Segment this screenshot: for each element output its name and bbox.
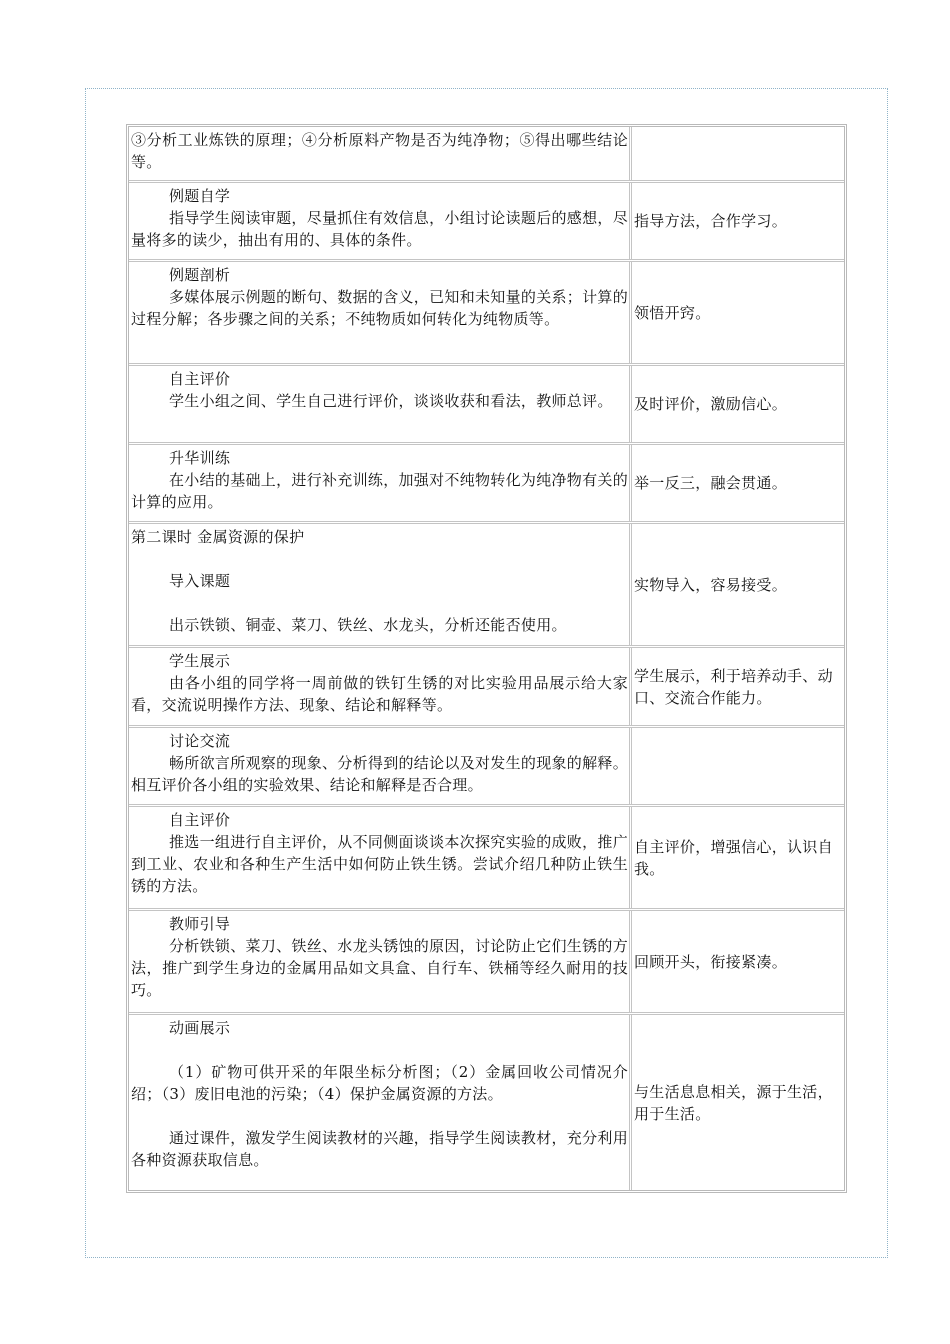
intent-cell <box>632 183 844 259</box>
activity-cell <box>129 183 632 259</box>
intent-cell <box>632 807 844 908</box>
activity-text: 分析铁锁、菜刀、铁丝、水龙头锈蚀的原因，讨论防止它们生锈的方法，推广到学生身边的金属用品如文具盒、自行车、铁桶等经久耐用的技巧。 <box>131 937 629 999</box>
activity-text: 学生小组之间、学生自己进行评价，谈谈收获和看法，教师总评。 <box>169 392 613 410</box>
activity-cell <box>129 127 632 180</box>
intent-cell <box>632 445 844 521</box>
intent-cell <box>632 366 844 442</box>
activity-cell <box>129 445 632 521</box>
step-heading: 升华训练 <box>169 449 231 467</box>
step-heading: 自主评价 <box>169 370 231 388</box>
intent-text: 实物导入，容易接受。 <box>634 575 788 594</box>
step-heading: 讨论交流 <box>169 732 231 750</box>
activity-text: 多媒体展示例题的断句、数据的含义，已知和未知量的关系；计算的过程分解；各步骤之间的关系；不纯物质如何转化为纯物质等。 <box>131 288 629 328</box>
activity-cell <box>129 524 632 645</box>
intent-text: 领悟开窍。 <box>634 303 711 322</box>
table-row <box>129 366 844 445</box>
activity-cell <box>129 366 632 442</box>
activity-cell <box>129 911 632 1012</box>
table-row <box>129 648 844 728</box>
activity-text: 通过课件，激发学生阅读教材的兴趣，指导学生阅读教材，充分利用各种资源获取信息。 <box>131 1129 629 1169</box>
intent-text: 及时评价，激励信心。 <box>634 395 788 413</box>
table-row <box>129 1015 844 1190</box>
table-row <box>129 728 844 807</box>
table-row <box>129 445 844 524</box>
activity-cell <box>129 262 632 363</box>
lesson-table <box>126 124 847 1193</box>
intent-cell <box>632 524 844 645</box>
intent-text: 回顾开头，衔接紧凑。 <box>634 952 788 971</box>
activity-text: （1）矿物可供开采的年限坐标分析图；（2）金属回收公司情况介绍；（3）废旧电池的污染；（4）保护金属资源的方法。 <box>131 1063 628 1103</box>
activity-cell <box>129 648 632 725</box>
intent-cell <box>632 127 844 180</box>
activity-text: 在小结的基础上，进行补充训练，加强对不纯物转化为纯净物有关的计算的应用。 <box>131 471 629 511</box>
activity-text: 推选一组进行自主评价，从不同侧面谈谈本次探究实验的成败，推广到工业、农业和各种生产生活中如何防止铁生锈。尝试介绍几种防止铁生锈的方法。 <box>131 833 629 895</box>
table-row <box>129 807 844 911</box>
activity-text: 出示铁锁、铜壶、菜刀、铁丝、水龙头，分析还能否使用。 <box>169 616 567 634</box>
lesson-title: 第二课时 金属资源的保护 <box>131 528 305 546</box>
intent-cell <box>632 728 844 804</box>
activity-cell <box>129 807 632 908</box>
step-heading: 例题剖析 <box>169 266 231 284</box>
activity-cell <box>129 1015 632 1190</box>
activity-text: ③分析工业炼铁的原理；④分析原料产物是否为纯净物；⑤得出哪些结论等。 <box>131 131 628 171</box>
activity-text: 畅所欲言所观察的现象、分析得到的结论以及对发生的现象的解释。相互评价各小组的实验效果、结论和解释是否合理。 <box>131 754 629 794</box>
activity-cell <box>129 728 632 804</box>
step-heading: 自主评价 <box>169 811 231 829</box>
table-row <box>129 262 844 366</box>
intent-cell <box>632 911 844 1012</box>
step-heading: 学生展示 <box>169 652 231 670</box>
intent-cell <box>632 648 844 725</box>
intent-text: 举一反三，融会贯通。 <box>634 474 788 492</box>
intent-cell <box>632 262 844 363</box>
intent-cell <box>632 1015 844 1190</box>
intent-text: 指导方法，合作学习。 <box>634 212 788 230</box>
activity-text: 由各小组的同学将一周前做的铁钉生锈的对比实验用品展示给大家看，交流说明操作方法、现象、结论和解释等。 <box>131 674 628 714</box>
table-row <box>129 127 844 183</box>
step-heading: 动画展示 <box>169 1019 231 1037</box>
table-row <box>129 911 844 1015</box>
step-heading: 教师引导 <box>169 915 231 933</box>
intent-text: 与生活息息相关，源于生活，用于生活。 <box>634 1082 833 1123</box>
step-heading: 导入课题 <box>169 572 231 590</box>
activity-text: 指导学生阅读审题，尽量抓住有效信息，小组讨论读题后的感想，尽量将多的读少，抽出有用的、具体的条件。 <box>131 209 629 249</box>
step-heading: 例题自学 <box>169 187 231 205</box>
table-row <box>129 183 844 262</box>
intent-text: 自主评价，增强信心，认识自我。 <box>634 837 833 878</box>
intent-text: 学生展示，利于培养动手、动口、交流合作能力。 <box>634 666 833 707</box>
table-row <box>129 524 844 648</box>
